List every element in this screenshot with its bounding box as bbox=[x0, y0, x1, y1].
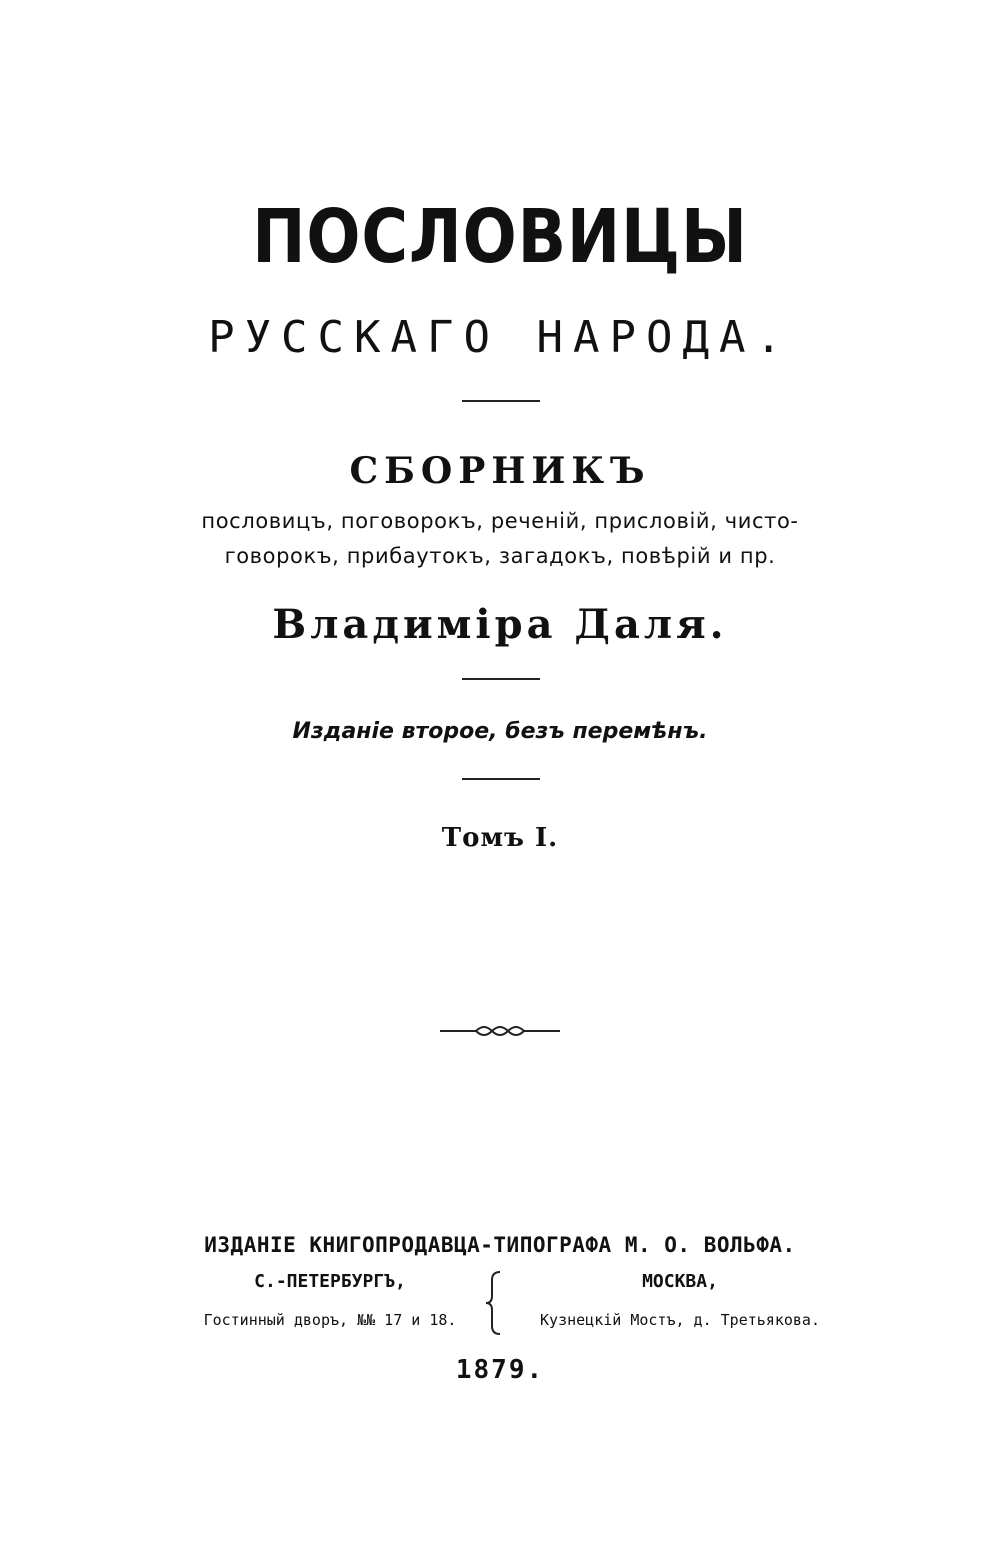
ornament-flourish-icon bbox=[440, 1022, 560, 1040]
volume-number: Томъ I. bbox=[441, 823, 559, 853]
moscow-city: МОСКВА, bbox=[642, 1271, 718, 1292]
spb-city: С.-ПЕТЕРБУРГЪ, bbox=[254, 1271, 406, 1292]
publisher-line: ИЗДАНІЕ КНИГОПРОДАВЦА-ТИПОГРАФА М. О. ВОЛЬФА. bbox=[204, 1233, 796, 1257]
divider-rule bbox=[462, 400, 540, 402]
collection-description-line-2: говорокъ, прибаутокъ, загадокъ, повѣрій и пр. bbox=[224, 544, 776, 568]
collection-title: СБОРНИКЪ bbox=[349, 450, 651, 492]
divider-rule bbox=[462, 778, 540, 780]
main-title: ПОСЛОВИЦЫ bbox=[252, 194, 748, 280]
edition-note: Изданіе второе, безъ перемѣнъ. bbox=[292, 719, 708, 744]
moscow-address: Кузнецкій Мостъ, д. Третьякова. bbox=[540, 1311, 820, 1329]
publication-year: 1879. bbox=[455, 1355, 545, 1385]
collection-description-line-1: пословицъ, поговорокъ, реченій, присловій, чисто- bbox=[201, 509, 799, 533]
spb-address: Гостинный дворъ, №№ 17 и 18. bbox=[203, 1311, 457, 1329]
subtitle: РУССКАГО НАРОДА. bbox=[208, 312, 792, 363]
curly-brace-icon bbox=[484, 1270, 508, 1336]
author-name: Владиміра Даля. bbox=[272, 601, 728, 648]
divider-rule bbox=[462, 678, 540, 680]
